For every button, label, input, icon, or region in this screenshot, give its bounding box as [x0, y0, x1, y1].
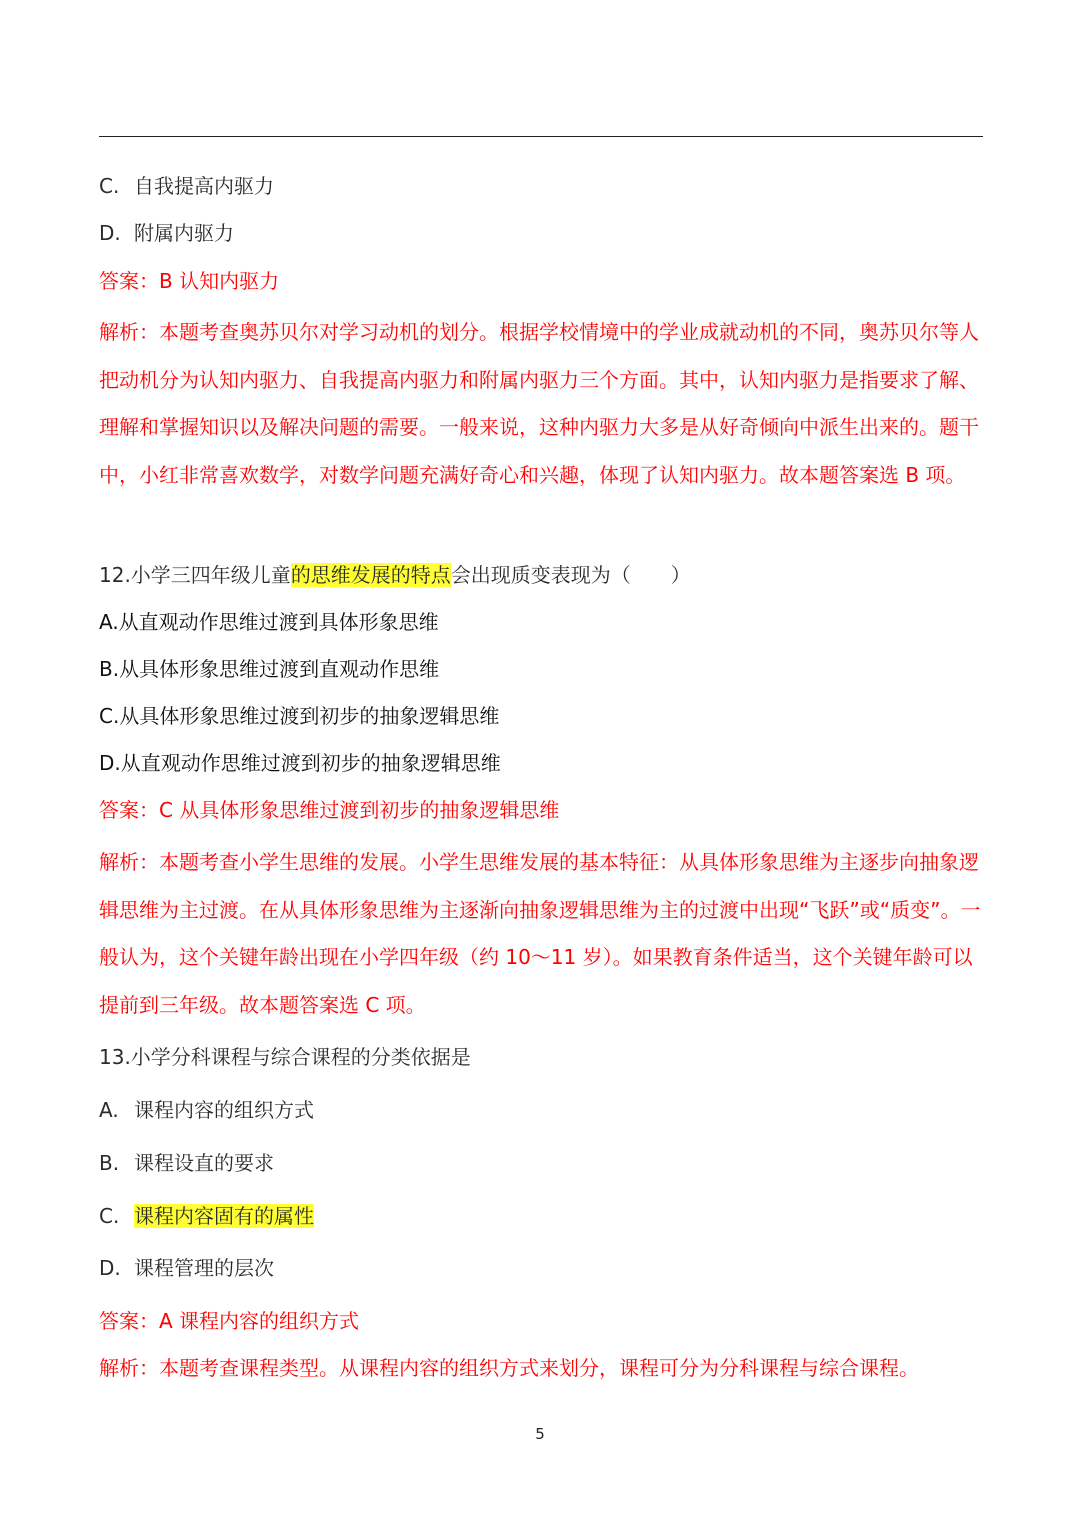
q12-analysis: 解析：本题考查小学生思维的发展。小学生思维发展的基本特征：从具体形象思维为主逐步向抽象逻辑思维为主过渡。在从具体形象思维为主逐渐向抽象逻辑思维为主的过渡中出现“飞跃”或“质变”。一般认为，这个关键年龄出现在小学四年级（约 10～11 岁）。如果教育条件适当，这个关键年龄可以提前到三年级。故本题答案选 C 项。 — [99, 850, 981, 1017]
q11-analysis: 解析：本题考查奥苏贝尔对学习动机的划分。根据学校情境中的学业成就动机的不同，奥苏贝尔等人把动机分为认知内驱力、自我提高内驱力和附属内驱力三个方面。其中，认知内驱力是指要求了解、理解和掌握知识以及解决问题的需要。一般来说，这种内驱力大多是从好奇倾向中派生出来的。题干中，小红非常喜欢数学，对数学问题充满好奇心和兴趣，体现了认知内驱力。故本题答案选 B 项。 — [99, 320, 979, 487]
q13-option-c — [99, 1202, 314, 1230]
option-text: 自我提高内驱力 — [134, 174, 274, 198]
q12-stem — [99, 561, 691, 589]
q13-option-d — [99, 1254, 274, 1282]
option-text: 课程管理的层次 — [134, 1256, 274, 1280]
q12-option-d: D.从直观动作思维过渡到初步的抽象逻辑思维 — [99, 751, 501, 775]
option-label: C. — [99, 174, 120, 198]
q13-answer: 答案：A 课程内容的组织方式 — [99, 1309, 360, 1333]
page-number: 5 — [535, 1425, 545, 1443]
q12-stem-prefix: 12.小学三四年级儿童 — [99, 563, 291, 587]
option-text: 课程设直的要求 — [134, 1151, 274, 1175]
q12-answer: 答案：C 从具体形象思维过渡到初步的抽象逻辑思维 — [99, 798, 560, 822]
q12-option-a: A.从直观动作思维过渡到具体形象思维 — [99, 610, 439, 634]
q12-stem-suffix: 会出现质变表现为（ ） — [450, 563, 691, 587]
option-label: D. — [99, 221, 121, 245]
option-label: B. — [99, 1151, 120, 1175]
q11-option-d — [99, 219, 234, 247]
q13-stem: 13.小学分科课程与综合课程的分类依据是 — [99, 1045, 471, 1069]
q13-analysis: 解析：本题考查课程类型。从课程内容的组织方式来划分，课程可分为分科课程与综合课程。 — [99, 1356, 919, 1380]
q12-option-c: C.从具体形象思维过渡到初步的抽象逻辑思维 — [99, 704, 500, 728]
option-text: 课程内容的组织方式 — [134, 1098, 314, 1122]
option-text: 附属内驱力 — [134, 221, 234, 245]
q11-option-c — [99, 172, 274, 200]
option-label: D. — [99, 1256, 121, 1280]
header-rule — [99, 136, 983, 137]
option-label: C. — [99, 1204, 120, 1228]
q13-option-a — [99, 1096, 314, 1124]
q13-option-b — [99, 1149, 274, 1177]
q12-stem-highlight: 的思维发展的特点 — [290, 563, 451, 587]
option-text-highlighted: 课程内容固有的属性 — [134, 1204, 314, 1228]
q12-option-b: B.从具体形象思维过渡到直观动作思维 — [99, 657, 440, 681]
option-label: A. — [99, 1098, 119, 1122]
q11-answer: 答案：B 认知内驱力 — [99, 269, 280, 293]
